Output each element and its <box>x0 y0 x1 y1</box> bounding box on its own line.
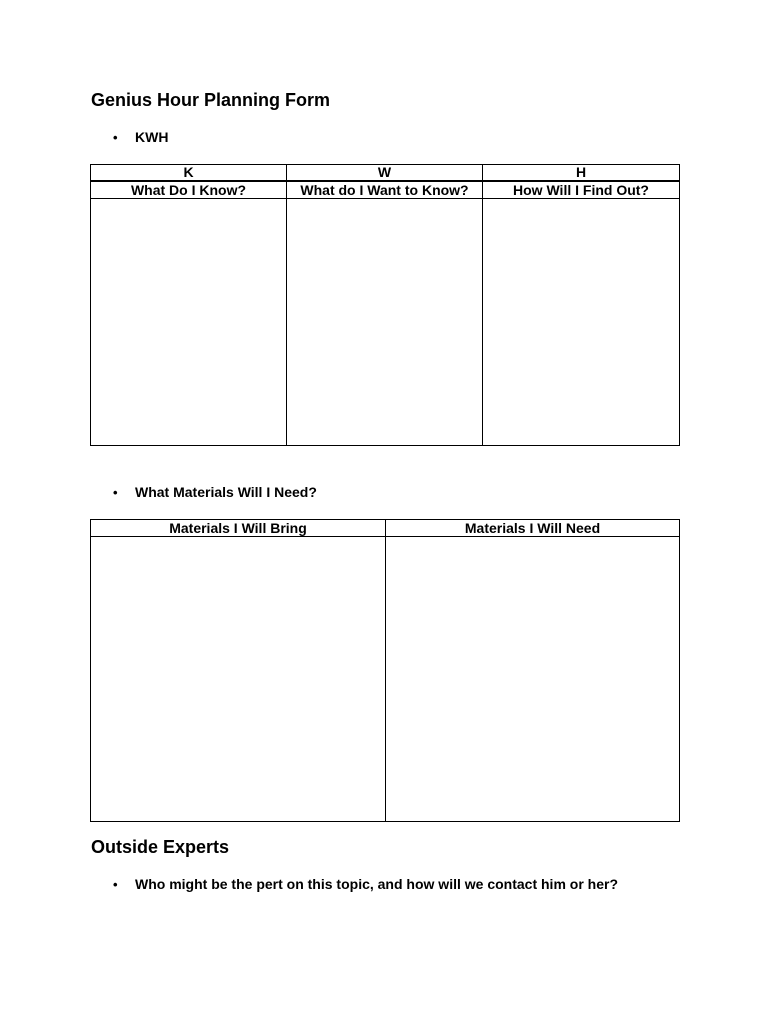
kwh-letter-k: K <box>91 165 287 182</box>
kwh-question-w: What do I Want to Know? <box>287 181 483 199</box>
outside-experts-heading: Outside Experts <box>91 837 230 857</box>
materials-bullet-text: What Materials Will I Need? <box>135 484 317 500</box>
kwh-bullet <box>113 128 168 147</box>
materials-table <box>90 519 680 822</box>
experts-bullet-text: Who might be the pert on this topic, and how will we contact him or her? <box>135 876 619 892</box>
bullet-marker: • <box>113 877 118 892</box>
experts-bullet <box>113 875 618 894</box>
kwh-letter-w: W <box>287 165 483 182</box>
materials-need-header: Materials I Will Need <box>386 520 680 537</box>
page-title: Genius Hour Planning Form <box>91 90 331 110</box>
kwh-answer-w-cell[interactable] <box>287 199 483 446</box>
materials-header-row <box>91 520 680 537</box>
bullet-marker: • <box>113 130 118 145</box>
materials-answer-row <box>91 537 680 822</box>
materials-need-cell[interactable] <box>386 537 680 822</box>
kwh-question-h: How Will I Find Out? <box>483 181 680 199</box>
kwh-letter-h: H <box>483 165 680 182</box>
kwh-letter-row <box>91 165 680 182</box>
kwh-answer-h-cell[interactable] <box>483 199 680 446</box>
kwh-answer-k-cell[interactable] <box>91 199 287 446</box>
kwh-question-k: What Do I Know? <box>91 181 287 199</box>
kwh-table <box>90 164 680 446</box>
kwh-answer-row <box>91 199 680 446</box>
bullet-marker: • <box>113 485 118 500</box>
materials-bring-header: Materials I Will Bring <box>91 520 386 537</box>
kwh-bullet-text: KWH <box>135 129 169 145</box>
kwh-question-row <box>91 181 680 199</box>
materials-bring-cell[interactable] <box>91 537 386 822</box>
materials-bullet <box>113 483 317 502</box>
